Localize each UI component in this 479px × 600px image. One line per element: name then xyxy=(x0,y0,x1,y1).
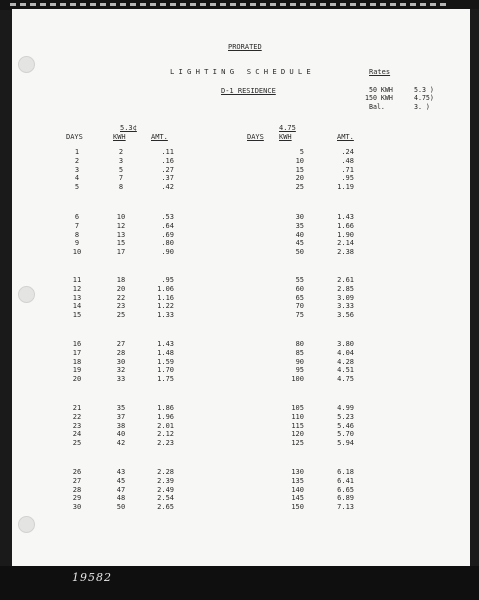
left-amt-cell: .95 xyxy=(161,276,174,284)
left-amt-cell: 2.39 xyxy=(157,476,174,485)
left-amt-cell: .69 xyxy=(161,230,174,239)
left-amt-cell: 1.70 xyxy=(157,366,174,375)
left-days-cell: 23 xyxy=(72,421,82,430)
film-right-edge xyxy=(470,9,479,566)
binder-hole xyxy=(18,56,35,73)
right-kwh-cell: 65 xyxy=(295,293,304,302)
right-amt-cell: 1.90 xyxy=(337,230,354,239)
left-rate-header: 5.3¢ xyxy=(120,124,137,132)
left-days-cell: 11 xyxy=(72,276,82,284)
right-amt-cell: 7.13 xyxy=(337,503,354,512)
right-amt-cell: 4.04 xyxy=(337,348,354,357)
left-amt-cell: 1.48 xyxy=(157,348,174,357)
rate-value: 5.3 ) xyxy=(414,86,434,94)
left-days-cell: 25 xyxy=(72,439,82,448)
right-amt-cell: 2.85 xyxy=(337,284,354,293)
left-days-cell: 22 xyxy=(72,412,82,421)
right-kwh-cell: 125 xyxy=(291,439,304,448)
negative-number: 19582 xyxy=(72,571,112,584)
right-amt-cell: 6.18 xyxy=(337,468,354,476)
left-kwh-cell: 35 xyxy=(116,404,126,412)
left-kwh-header: KWH xyxy=(113,133,126,141)
left-amt-cell: 2.49 xyxy=(157,485,174,494)
left-kwh-cell: 17 xyxy=(116,248,126,257)
right-amt-cell: .71 xyxy=(341,165,354,174)
right-rate-header: 4.75 xyxy=(279,124,296,132)
rate-tier: Bal. xyxy=(369,103,385,111)
left-amt-cell: .53 xyxy=(161,213,174,221)
right-kwh-cell: 145 xyxy=(291,494,304,503)
binder-hole xyxy=(18,286,35,303)
left-kwh-cell: 50 xyxy=(116,503,126,512)
left-days-cell: 21 xyxy=(72,404,82,412)
right-kwh-cell: 55 xyxy=(295,276,304,284)
right-kwh-cell: 110 xyxy=(291,412,304,421)
left-days-cell: 20 xyxy=(72,375,82,384)
left-amt-cell: 1.75 xyxy=(157,375,174,384)
left-days-cell: 2 xyxy=(74,156,80,165)
right-amt-cell: 4.99 xyxy=(337,404,354,412)
film-perforation-strip xyxy=(10,3,450,6)
left-days-cell: 3 xyxy=(74,165,80,174)
left-kwh-cell: 10 xyxy=(116,213,126,221)
left-kwh-cell: 20 xyxy=(116,284,126,293)
right-kwh-cell: 30 xyxy=(295,213,304,221)
right-amt-cell: 3.09 xyxy=(337,293,354,302)
left-amt-cell: 1.59 xyxy=(157,357,174,366)
left-kwh-cell: 30 xyxy=(116,357,126,366)
rate-tier: 50 KWH xyxy=(369,86,393,94)
right-amt-cell: 1.66 xyxy=(337,221,354,230)
right-kwh-cell: 95 xyxy=(295,366,304,375)
right-amt-cell: 2.38 xyxy=(337,248,354,257)
rate-tier: 150 KWH xyxy=(365,94,393,102)
left-days-cell: 27 xyxy=(72,476,82,485)
left-amt-cell: .16 xyxy=(161,156,174,165)
left-days-cell: 1 xyxy=(74,148,80,156)
right-amt-cell: 6.65 xyxy=(337,485,354,494)
right-kwh-header: KWH xyxy=(279,133,292,141)
right-kwh-cell: 20 xyxy=(295,174,304,183)
right-kwh-cell: 150 xyxy=(291,503,304,512)
right-kwh-cell: 70 xyxy=(295,302,304,311)
right-kwh-cell: 135 xyxy=(291,476,304,485)
left-days-cell: 10 xyxy=(72,248,82,257)
left-amt-cell: 2.54 xyxy=(157,494,174,503)
left-kwh-cell: 43 xyxy=(116,468,126,476)
left-days-cell: 14 xyxy=(72,302,82,311)
left-days-cell: 17 xyxy=(72,348,82,357)
left-days-cell: 13 xyxy=(72,293,82,302)
left-days-cell: 12 xyxy=(72,284,82,293)
right-kwh-cell: 50 xyxy=(295,248,304,257)
left-amt-cell: .64 xyxy=(161,221,174,230)
right-kwh-cell: 25 xyxy=(295,183,304,192)
left-amt-cell: 2.65 xyxy=(157,503,174,512)
left-days-cell: 8 xyxy=(74,230,80,239)
left-kwh-cell: 32 xyxy=(116,366,126,375)
left-amt-cell: 1.43 xyxy=(157,340,174,348)
right-kwh-cell: 115 xyxy=(291,421,304,430)
left-kwh-cell: 42 xyxy=(116,439,126,448)
left-days-cell: 9 xyxy=(74,239,80,248)
left-kwh-cell: 40 xyxy=(116,430,126,439)
right-kwh-cell: 105 xyxy=(291,404,304,412)
left-kwh-cell: 2 xyxy=(118,148,124,156)
left-kwh-cell: 8 xyxy=(118,183,124,192)
left-days-cell: 18 xyxy=(72,357,82,366)
left-days-cell: 5 xyxy=(74,183,80,192)
right-amt-cell: 1.43 xyxy=(337,213,354,221)
right-kwh-cell: 80 xyxy=(295,340,304,348)
right-amt-cell: 3.33 xyxy=(337,302,354,311)
left-kwh-cell: 5 xyxy=(118,165,124,174)
rate-value: 4.75) xyxy=(414,94,434,102)
right-days-header: DAYS xyxy=(247,133,264,141)
left-amt-header: AMT. xyxy=(151,133,168,141)
left-amt-cell: 1.06 xyxy=(157,284,174,293)
left-kwh-cell: 28 xyxy=(116,348,126,357)
left-amt-cell: 1.33 xyxy=(157,311,174,320)
right-kwh-cell: 15 xyxy=(295,165,304,174)
right-amt-cell: 6.41 xyxy=(337,476,354,485)
doc-subtitle: D-1 RESIDENCE xyxy=(221,87,276,95)
right-amt-cell: 6.89 xyxy=(337,494,354,503)
right-kwh-cell: 75 xyxy=(295,311,304,320)
left-kwh-cell: 12 xyxy=(116,221,126,230)
left-kwh-cell: 37 xyxy=(116,412,126,421)
left-amt-cell: 2.23 xyxy=(157,439,174,448)
left-kwh-cell: 48 xyxy=(116,494,126,503)
left-days-cell: 16 xyxy=(72,340,82,348)
left-kwh-cell: 15 xyxy=(116,239,126,248)
right-amt-cell: .24 xyxy=(341,148,354,156)
left-kwh-cell: 45 xyxy=(116,476,126,485)
right-amt-cell: 5.70 xyxy=(337,430,354,439)
left-kwh-cell: 23 xyxy=(116,302,126,311)
left-amt-cell: .80 xyxy=(161,239,174,248)
right-kwh-cell: 100 xyxy=(291,375,304,384)
left-amt-cell: .42 xyxy=(161,183,174,192)
left-kwh-cell: 7 xyxy=(118,174,124,183)
right-kwh-cell: 140 xyxy=(291,485,304,494)
left-days-cell: 7 xyxy=(74,221,80,230)
left-kwh-cell: 27 xyxy=(116,340,126,348)
left-kwh-cell: 38 xyxy=(116,421,126,430)
right-kwh-cell: 90 xyxy=(295,357,304,366)
right-amt-cell: 3.80 xyxy=(337,340,354,348)
left-amt-cell: .27 xyxy=(161,165,174,174)
right-amt-cell: 4.51 xyxy=(337,366,354,375)
right-kwh-cell: 60 xyxy=(295,284,304,293)
rates-label: Rates xyxy=(369,68,391,76)
left-days-cell: 30 xyxy=(72,503,82,512)
right-amt-cell: 2.14 xyxy=(337,239,354,248)
right-kwh-cell: 10 xyxy=(295,156,304,165)
left-kwh-cell: 22 xyxy=(116,293,126,302)
left-amt-cell: 1.16 xyxy=(157,293,174,302)
left-days-cell: 19 xyxy=(72,366,82,375)
left-amt-cell: 2.12 xyxy=(157,430,174,439)
right-amt-cell: 5.46 xyxy=(337,421,354,430)
left-days-cell: 29 xyxy=(72,494,82,503)
left-days-cell: 24 xyxy=(72,430,82,439)
right-amt-header: AMT. xyxy=(337,133,354,141)
right-amt-cell: 5.23 xyxy=(337,412,354,421)
right-amt-cell: 5.94 xyxy=(337,439,354,448)
left-kwh-cell: 47 xyxy=(116,485,126,494)
left-amt-cell: .11 xyxy=(161,148,174,156)
left-amt-cell: .37 xyxy=(161,174,174,183)
left-days-cell: 28 xyxy=(72,485,82,494)
right-kwh-cell: 40 xyxy=(295,230,304,239)
left-amt-cell: 1.22 xyxy=(157,302,174,311)
right-kwh-cell: 120 xyxy=(291,430,304,439)
left-amt-cell: 2.28 xyxy=(157,468,174,476)
right-amt-cell: .95 xyxy=(341,174,354,183)
right-amt-cell: 2.61 xyxy=(337,276,354,284)
right-kwh-cell: 5 xyxy=(299,148,304,156)
right-kwh-cell: 130 xyxy=(291,468,304,476)
left-days-cell: 15 xyxy=(72,311,82,320)
doc-title: LIGHTING SCHEDULE xyxy=(170,67,315,76)
rate-value: 3. ) xyxy=(414,103,430,111)
left-kwh-cell: 25 xyxy=(116,311,126,320)
left-kwh-cell: 13 xyxy=(116,230,126,239)
binder-hole xyxy=(18,516,35,533)
left-kwh-cell: 3 xyxy=(118,156,124,165)
right-amt-cell: 4.75 xyxy=(337,375,354,384)
left-amt-cell: 1.86 xyxy=(157,404,174,412)
left-days-cell: 6 xyxy=(74,213,80,221)
left-amt-cell: .90 xyxy=(161,248,174,257)
left-amt-cell: 1.96 xyxy=(157,412,174,421)
left-kwh-cell: 33 xyxy=(116,375,126,384)
left-days-cell: 4 xyxy=(74,174,80,183)
right-amt-cell: .48 xyxy=(341,156,354,165)
doc-heading: PRORATED xyxy=(228,43,262,51)
left-amt-cell: 2.01 xyxy=(157,421,174,430)
left-days-cell: 26 xyxy=(72,468,82,476)
right-amt-cell: 4.28 xyxy=(337,357,354,366)
left-kwh-cell: 18 xyxy=(116,276,126,284)
right-kwh-cell: 45 xyxy=(295,239,304,248)
right-kwh-cell: 35 xyxy=(295,221,304,230)
right-kwh-cell: 85 xyxy=(295,348,304,357)
left-days-header: DAYS xyxy=(66,133,83,141)
right-amt-cell: 1.19 xyxy=(337,183,354,192)
right-amt-cell: 3.56 xyxy=(337,311,354,320)
